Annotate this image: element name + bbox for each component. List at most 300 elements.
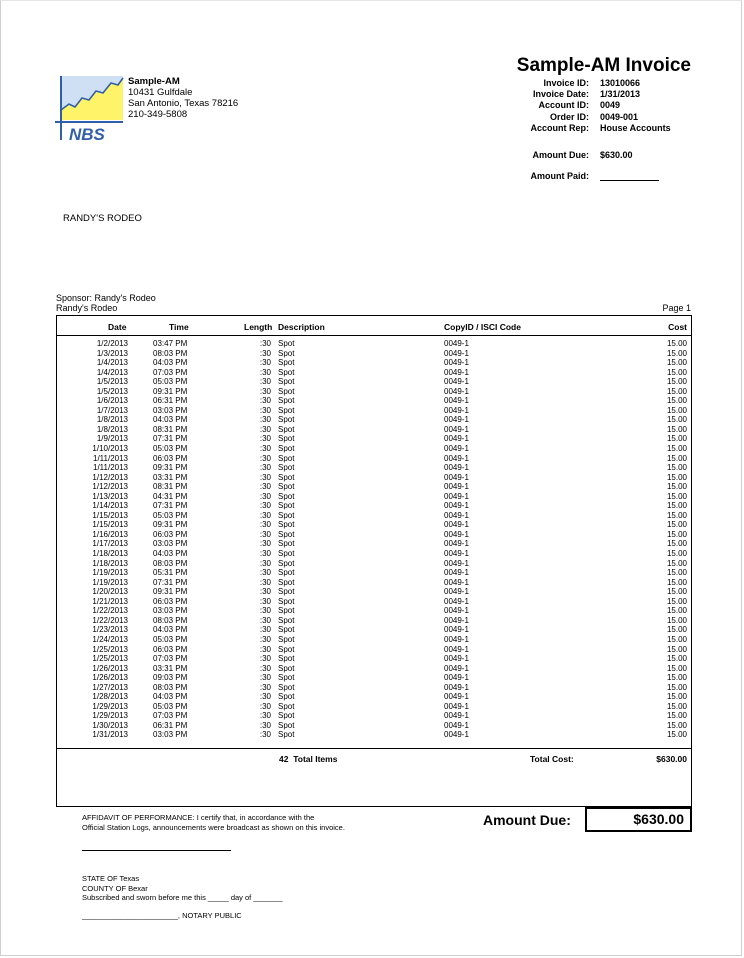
row-copy-id: 0049-1: [444, 711, 469, 721]
row-copy-id: 0049-1: [444, 348, 469, 358]
row-length: :30: [259, 415, 271, 425]
row-description: Spot: [278, 682, 295, 692]
row-description: Spot: [278, 692, 295, 702]
row-cost: 15.00: [666, 606, 687, 616]
row-time: 07:03 PM: [153, 654, 188, 664]
row-copy-id: 0049-1: [444, 367, 469, 377]
row-date: 1/31/2013: [92, 730, 128, 740]
row-time: 03:03 PM: [153, 539, 188, 549]
row-copy-id: 0049-1: [444, 730, 469, 740]
row-date: 1/9/2013: [96, 434, 128, 444]
row-time: 04:03 PM: [153, 692, 188, 702]
row-date: 1/27/2013: [92, 682, 128, 692]
table-row: [57, 530, 691, 540]
row-cost: 15.00: [666, 615, 687, 625]
row-description: Spot: [278, 434, 295, 444]
row-cost: 15.00: [666, 596, 687, 606]
invoice-title: Sample-AM Invoice: [516, 55, 691, 76]
row-description: Spot: [278, 549, 295, 559]
column-header-description: Description: [278, 322, 325, 332]
row-cost: 15.00: [666, 358, 687, 368]
row-copy-id: 0049-1: [444, 415, 469, 425]
row-cost: 15.00: [666, 405, 687, 415]
row-length: :30: [259, 501, 271, 511]
table-row: [57, 559, 691, 569]
row-date: 1/19/2013: [92, 577, 128, 587]
table-row: [57, 501, 691, 511]
amount-due-label: Amount Due:: [532, 150, 589, 160]
row-length: :30: [259, 577, 271, 587]
table-row: [57, 454, 691, 464]
table-row: [57, 606, 691, 616]
row-cost: 15.00: [666, 510, 687, 520]
invoice-meta-label: Order ID:: [549, 111, 589, 122]
row-cost: 15.00: [666, 453, 687, 463]
invoice-meta-label: Invoice ID:: [543, 78, 589, 88]
row-date: 1/12/2013: [92, 482, 128, 492]
row-description: Spot: [278, 396, 295, 406]
row-date: 1/13/2013: [92, 491, 128, 501]
row-description: Spot: [278, 577, 295, 587]
row-copy-id: 0049-1: [444, 577, 469, 587]
row-copy-id: 0049-1: [444, 587, 469, 597]
row-copy-id: 0049-1: [444, 549, 469, 559]
total-items: [279, 754, 337, 764]
row-copy-id: 0049-1: [444, 405, 469, 415]
affidavit-text: [82, 813, 382, 833]
row-length: :30: [259, 730, 271, 740]
row-cost: 15.00: [666, 491, 687, 501]
row-copy-id: 0049-1: [444, 692, 469, 702]
row-date: 1/21/2013: [92, 596, 128, 606]
row-description: Spot: [278, 482, 295, 492]
notary-block: [82, 874, 283, 903]
row-length: :30: [259, 434, 271, 444]
row-time: 08:31 PM: [153, 482, 188, 492]
row-cost: 15.00: [666, 520, 687, 530]
row-length: :30: [259, 625, 271, 635]
row-description: Spot: [278, 377, 295, 387]
row-length: :30: [259, 682, 271, 692]
row-time: 09:03 PM: [153, 673, 188, 683]
row-time: 04:03 PM: [153, 549, 188, 559]
row-date: 1/25/2013: [92, 654, 128, 664]
row-date: 1/30/2013: [92, 720, 128, 730]
table-row: [57, 444, 691, 454]
table-row: [57, 511, 691, 521]
row-description: Spot: [278, 558, 295, 568]
row-date: 1/11/2013: [93, 463, 128, 473]
column-header-date: Date: [108, 322, 127, 332]
row-cost: 15.00: [666, 424, 687, 434]
row-cost: 15.00: [666, 377, 687, 387]
table-row: [57, 463, 691, 473]
row-copy-id: 0049-1: [444, 596, 469, 606]
row-cost: 15.00: [666, 444, 687, 454]
table-row: [57, 711, 691, 721]
row-date: 1/29/2013: [92, 711, 128, 721]
row-length: :30: [259, 644, 271, 654]
page-number: Page 1: [662, 303, 691, 313]
row-description: Spot: [278, 367, 295, 377]
table-row: [57, 368, 691, 378]
row-date: 1/29/2013: [92, 701, 128, 711]
table-row: [57, 387, 691, 397]
row-length: :30: [259, 377, 271, 387]
row-copy-id: 0049-1: [444, 463, 469, 473]
row-copy-id: 0049-1: [444, 701, 469, 711]
row-date: 1/24/2013: [92, 634, 128, 644]
row-copy-id: 0049-1: [444, 520, 469, 530]
row-time: 09:31 PM: [153, 463, 188, 473]
row-copy-id: 0049-1: [444, 654, 469, 664]
amount-paid-label: Amount Paid:: [530, 171, 589, 181]
row-description: Spot: [278, 644, 295, 654]
row-cost: 15.00: [666, 558, 687, 568]
row-date: 1/28/2013: [92, 692, 128, 702]
table-row: [57, 597, 691, 607]
row-description: Spot: [278, 444, 295, 454]
column-header-copy-id: CopyID / ISCI Code: [444, 322, 521, 332]
row-cost: 15.00: [666, 644, 687, 654]
row-time: 08:31 PM: [153, 424, 188, 434]
row-description: Spot: [278, 348, 295, 358]
column-header-time: Time: [169, 322, 189, 332]
row-copy-id: 0049-1: [444, 634, 469, 644]
row-cost: 15.00: [666, 701, 687, 711]
row-description: Spot: [278, 339, 295, 348]
totals-divider: [57, 748, 691, 749]
row-time: 08:03 PM: [153, 615, 188, 625]
table-row: [57, 654, 691, 664]
table-row: [57, 587, 691, 597]
row-description: Spot: [278, 405, 295, 415]
table-row: [57, 549, 691, 559]
row-date: 1/26/2013: [92, 673, 128, 683]
row-copy-id: 0049-1: [444, 424, 469, 434]
row-copy-id: 0049-1: [444, 539, 469, 549]
row-length: :30: [259, 520, 271, 530]
row-length: :30: [259, 463, 271, 473]
row-date: 1/19/2013: [92, 568, 128, 578]
table-row: [57, 492, 691, 502]
row-date: 1/15/2013: [92, 510, 128, 520]
row-cost: 15.00: [666, 730, 687, 740]
row-copy-id: 0049-1: [444, 386, 469, 396]
row-cost: 15.00: [666, 339, 687, 348]
row-date: 1/7/2013: [96, 405, 128, 415]
row-copy-id: 0049-1: [444, 491, 469, 501]
row-copy-id: 0049-1: [444, 482, 469, 492]
row-length: :30: [259, 472, 271, 482]
row-date: 1/17/2013: [92, 539, 128, 549]
row-date: 1/18/2013: [92, 558, 128, 568]
row-cost: 15.00: [666, 415, 687, 425]
row-date: 1/4/2013: [96, 358, 128, 368]
row-cost: 15.00: [666, 625, 687, 635]
row-length: :30: [259, 558, 271, 568]
footer-amount-due-value: $630.00: [585, 807, 692, 832]
row-time: 04:03 PM: [153, 358, 188, 368]
row-time: 06:03 PM: [153, 453, 188, 463]
row-date: 1/22/2013: [92, 615, 128, 625]
amount-due-value: $630.00: [600, 150, 633, 160]
row-copy-id: 0049-1: [444, 663, 469, 673]
row-length: :30: [259, 510, 271, 520]
row-date: 1/5/2013: [96, 386, 128, 396]
row-cost: 15.00: [666, 673, 687, 683]
notary-state: STATE OF Texas: [82, 874, 140, 883]
column-header-length: Length: [244, 322, 273, 332]
row-length: :30: [259, 453, 271, 463]
row-time: 09:31 PM: [153, 587, 188, 597]
row-copy-id: 0049-1: [444, 444, 469, 454]
row-description: Spot: [278, 606, 295, 616]
row-length: :30: [259, 673, 271, 683]
invoice-meta-label: Account ID:: [538, 100, 589, 111]
invoice-meta-values: [600, 78, 710, 134]
invoice-meta-labels: [481, 78, 589, 134]
signature-line: [82, 850, 231, 851]
row-time: 06:03 PM: [153, 529, 188, 539]
row-cost: 15.00: [666, 396, 687, 406]
table-row: [57, 415, 691, 425]
company-address: [128, 76, 238, 120]
logo-text: NBS: [69, 125, 105, 142]
row-copy-id: 0049-1: [444, 558, 469, 568]
row-date: 1/2/2013: [96, 339, 128, 348]
row-copy-id: 0049-1: [444, 434, 469, 444]
table-row: [57, 692, 691, 702]
row-time: 07:31 PM: [153, 501, 188, 511]
amount-paid-blank: [600, 180, 659, 181]
row-cost: 15.00: [666, 682, 687, 692]
row-time: 04:03 PM: [153, 625, 188, 635]
row-copy-id: 0049-1: [444, 396, 469, 406]
table-row: [57, 673, 691, 683]
row-date: 1/4/2013: [96, 367, 128, 377]
affidavit-line1: AFFIDAVIT OF PERFORMANCE: I certify that, in accordance with the: [82, 813, 315, 822]
notary-sworn: Subscribed and sworn before me this _____ day of _______: [82, 893, 283, 902]
row-cost: 15.00: [666, 529, 687, 539]
row-description: Spot: [278, 529, 295, 539]
row-length: :30: [259, 444, 271, 454]
row-time: 06:03 PM: [153, 644, 188, 654]
spot-rows: [57, 339, 691, 740]
row-description: Spot: [278, 424, 295, 434]
row-description: Spot: [278, 510, 295, 520]
row-length: :30: [259, 634, 271, 644]
row-cost: 15.00: [666, 434, 687, 444]
row-copy-id: 0049-1: [444, 339, 469, 348]
invoice-meta-value: 13010066: [600, 78, 641, 88]
row-length: :30: [259, 692, 271, 702]
row-cost: 15.00: [666, 577, 687, 587]
company-phone: 210-349-5808: [128, 109, 188, 120]
row-description: Spot: [278, 711, 295, 721]
row-cost: 15.00: [666, 587, 687, 597]
row-description: Spot: [278, 386, 295, 396]
row-cost: 15.00: [666, 348, 687, 358]
row-length: :30: [259, 348, 271, 358]
row-time: 07:31 PM: [153, 577, 188, 587]
row-cost: 15.00: [666, 501, 687, 511]
row-description: Spot: [278, 701, 295, 711]
row-time: 05:03 PM: [153, 701, 188, 711]
table-row: [57, 425, 691, 435]
table-row: [57, 473, 691, 483]
row-date: 1/11/2013: [93, 453, 128, 463]
row-cost: 15.00: [666, 463, 687, 473]
table-row: [57, 406, 691, 416]
row-cost: 15.00: [666, 482, 687, 492]
row-time: 09:31 PM: [153, 386, 188, 396]
table-row: [57, 349, 691, 359]
row-cost: 15.00: [666, 568, 687, 578]
total-items-label: Total Items: [293, 754, 338, 764]
row-date: 1/14/2013: [92, 501, 128, 511]
row-cost: 15.00: [666, 539, 687, 549]
table-row: [57, 683, 691, 693]
company-address-line2: San Antonio, Texas 78216: [128, 98, 239, 109]
row-length: :30: [259, 386, 271, 396]
table-row: [57, 520, 691, 530]
row-cost: 15.00: [666, 472, 687, 482]
affidavit-line2: Official Station Logs, announcements were broadcast as shown on this invoice.: [82, 823, 345, 832]
row-length: :30: [259, 491, 271, 501]
row-time: 08:03 PM: [153, 348, 188, 358]
sponsor-block: [56, 293, 156, 313]
row-length: :30: [259, 367, 271, 377]
row-description: Spot: [278, 634, 295, 644]
row-length: :30: [259, 701, 271, 711]
row-time: 05:03 PM: [153, 634, 188, 644]
invoice-meta-value: House Accounts: [600, 122, 671, 133]
row-time: 07:31 PM: [153, 434, 188, 444]
invoice-meta-label: Account Rep:: [530, 122, 589, 133]
row-time: 05:31 PM: [153, 568, 188, 578]
row-date: 1/3/2013: [96, 348, 128, 358]
sponsor-name: Randy's Rodeo: [56, 303, 118, 313]
row-date: 1/12/2013: [92, 472, 128, 482]
table-row: [57, 625, 691, 635]
row-description: Spot: [278, 415, 295, 425]
row-cost: 15.00: [666, 711, 687, 721]
row-length: :30: [259, 405, 271, 415]
invoice-meta-value: 0049-001: [600, 111, 639, 122]
row-copy-id: 0049-1: [444, 529, 469, 539]
row-date: 1/16/2013: [92, 529, 128, 539]
row-copy-id: 0049-1: [444, 358, 469, 368]
row-date: 1/18/2013: [92, 549, 128, 559]
row-description: Spot: [278, 587, 295, 597]
row-time: 04:31 PM: [153, 491, 188, 501]
row-copy-id: 0049-1: [444, 682, 469, 692]
row-cost: 15.00: [666, 367, 687, 377]
row-length: :30: [259, 606, 271, 616]
row-time: 06:31 PM: [153, 396, 188, 406]
row-description: Spot: [278, 596, 295, 606]
row-date: 1/8/2013: [96, 415, 128, 425]
row-cost: 15.00: [666, 720, 687, 730]
table-row: [57, 721, 691, 731]
row-description: Spot: [278, 568, 295, 578]
row-length: :30: [259, 596, 271, 606]
row-copy-id: 0049-1: [444, 568, 469, 578]
row-copy-id: 0049-1: [444, 472, 469, 482]
row-length: :30: [259, 663, 271, 673]
row-length: :30: [259, 339, 271, 348]
row-time: 03:31 PM: [153, 472, 188, 482]
row-description: Spot: [278, 453, 295, 463]
row-length: :30: [259, 396, 271, 406]
row-length: :30: [259, 358, 271, 368]
row-description: Spot: [278, 472, 295, 482]
table-row: [57, 702, 691, 712]
row-cost: 15.00: [666, 663, 687, 673]
row-time: 03:03 PM: [153, 405, 188, 415]
row-time: 03:03 PM: [153, 730, 188, 740]
header-divider: [57, 335, 691, 336]
row-description: Spot: [278, 358, 295, 368]
row-copy-id: 0049-1: [444, 625, 469, 635]
row-length: :30: [259, 529, 271, 539]
row-copy-id: 0049-1: [444, 673, 469, 683]
row-length: :30: [259, 568, 271, 578]
invoice-meta-value: 0049: [600, 100, 621, 111]
row-copy-id: 0049-1: [444, 644, 469, 654]
row-time: 04:03 PM: [153, 415, 188, 425]
total-cost-value: $630.00: [656, 754, 687, 764]
nbs-logo: [55, 74, 125, 142]
row-copy-id: 0049-1: [444, 510, 469, 520]
row-time: 05:03 PM: [153, 510, 188, 520]
row-time: 03:47 PM: [153, 339, 188, 348]
row-date: 1/5/2013: [96, 377, 128, 387]
row-time: 07:03 PM: [153, 367, 188, 377]
table-row: [57, 539, 691, 549]
row-date: 1/15/2013: [92, 520, 128, 530]
notary-public-line: _______________________, NOTARY PUBLIC: [82, 911, 242, 920]
row-date: 1/26/2013: [92, 663, 128, 673]
row-description: Spot: [278, 501, 295, 511]
table-row: [57, 434, 691, 444]
row-time: 09:31 PM: [153, 520, 188, 530]
row-date: 1/22/2013: [92, 606, 128, 616]
row-cost: 15.00: [666, 654, 687, 664]
table-row: [57, 578, 691, 588]
table-row: [57, 645, 691, 655]
row-cost: 15.00: [666, 692, 687, 702]
row-description: Spot: [278, 730, 295, 740]
row-length: :30: [259, 720, 271, 730]
row-time: 07:03 PM: [153, 711, 188, 721]
row-date: 1/8/2013: [96, 424, 128, 434]
row-description: Spot: [278, 615, 295, 625]
sponsor-line: Sponsor: Randy's Rodeo: [56, 293, 156, 303]
row-time: 08:03 PM: [153, 682, 188, 692]
table-row: [57, 635, 691, 645]
row-copy-id: 0049-1: [444, 606, 469, 616]
row-length: :30: [259, 711, 271, 721]
table-row: [57, 358, 691, 368]
table-row: [57, 339, 691, 349]
row-date: 1/20/2013: [92, 587, 128, 597]
table-row: [57, 568, 691, 578]
customer-name: RANDY'S RODEO: [63, 213, 142, 224]
row-date: 1/6/2013: [96, 396, 128, 406]
table-row: [57, 482, 691, 492]
